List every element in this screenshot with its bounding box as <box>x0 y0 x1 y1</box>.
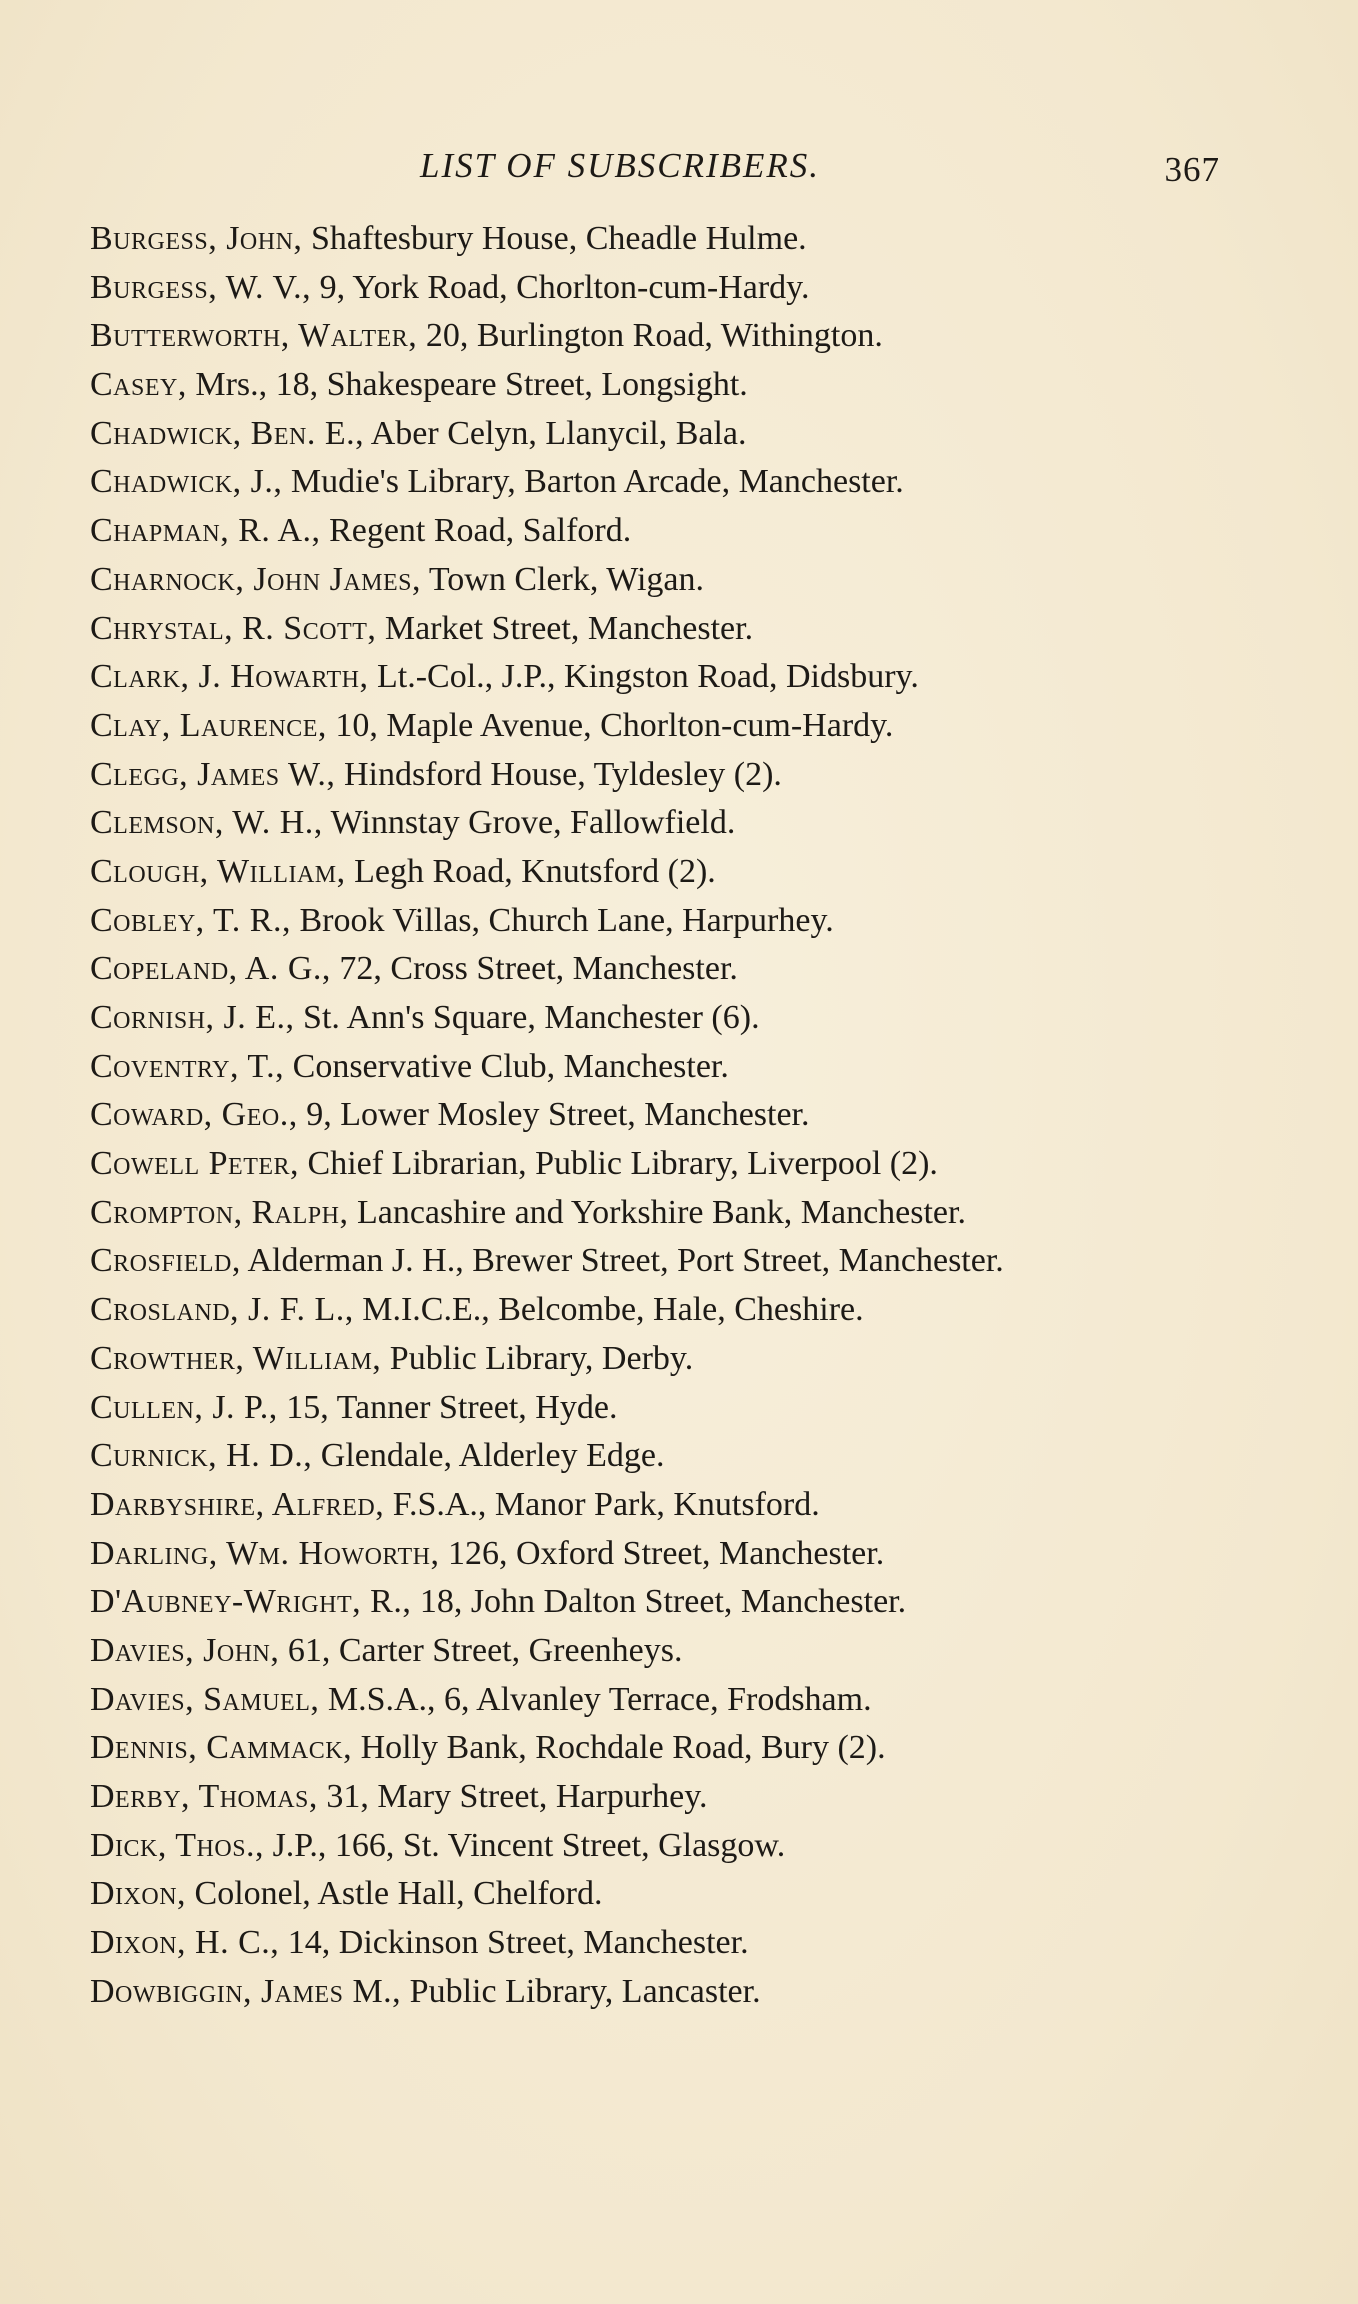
subscriber-details: Market Street, Manchester. <box>376 609 754 647</box>
subscriber-entry <box>90 507 1240 556</box>
subscriber-entry <box>90 215 1240 264</box>
subscriber-details: Aber Celyn, Llanycil, Bala. <box>364 414 747 452</box>
subscriber-name: D'Aubney-Wright, R., <box>90 1583 412 1621</box>
subscriber-entry <box>90 897 1240 946</box>
subscriber-name: Cobley, T. R., <box>90 901 291 939</box>
subscriber-name: Davies, Samuel, <box>90 1680 320 1718</box>
subscriber-name: Clough, William, <box>90 852 346 890</box>
subscriber-entry <box>90 1481 1240 1530</box>
subscriber-name: Coward, Geo., <box>90 1096 298 1134</box>
subscriber-entry <box>90 1968 1240 2017</box>
subscriber-entry <box>90 1870 1240 1919</box>
subscriber-entry <box>90 1237 1240 1286</box>
subscriber-details: Chief Librarian, Public Library, Liverpool (2). <box>299 1145 938 1183</box>
subscriber-entry <box>90 1919 1240 1968</box>
subscriber-details: M.S.A., 6, Alvanley Terrace, Frodsham. <box>319 1680 872 1718</box>
subscriber-details: 9, York Road, Chorlton-cum-Hardy. <box>311 268 810 306</box>
subscriber-entry <box>90 1335 1240 1384</box>
subscriber-name: Derby, Thomas, <box>90 1778 318 1815</box>
subscriber-entry <box>90 994 1240 1043</box>
subscriber-entry <box>90 1432 1240 1481</box>
subscriber-entry <box>90 410 1240 459</box>
subscriber-entry <box>90 1043 1240 1092</box>
subscriber-entry <box>90 1822 1240 1871</box>
subscriber-name: Crowther, William, <box>90 1339 382 1377</box>
subscriber-entry <box>90 458 1240 507</box>
subscriber-name: Cowell Peter, <box>90 1145 300 1183</box>
subscriber-details: Alderman J. H., Brewer Street, Port Street, Manchester. <box>240 1242 1004 1280</box>
subscriber-entry <box>90 556 1240 605</box>
subscriber-name: Charnock, John James, <box>90 560 421 598</box>
subscriber-name: Crompton, Ralph, <box>90 1193 349 1231</box>
subscriber-details: J.P., 166, St. Vincent Street, Glasgow. <box>264 1826 786 1864</box>
subscriber-entry <box>90 1530 1240 1579</box>
subscriber-name: Crosfield, <box>90 1242 241 1280</box>
subscriber-details: 61, Carter Street, Greenheys. <box>279 1631 683 1669</box>
subscriber-details: Public Library, Derby. <box>381 1339 694 1377</box>
subscriber-details: 18, John Dalton Street, Manchester. <box>411 1583 907 1621</box>
subscriber-entry <box>90 1724 1240 1773</box>
subscriber-entry <box>90 945 1240 994</box>
subscriber-name: Chrystal, R. Scott, <box>90 609 377 647</box>
subscriber-name: Dennis, Cammack, <box>90 1729 353 1767</box>
page-header <box>90 136 1220 196</box>
subscriber-details: Town Clerk, Wigan. <box>421 560 705 598</box>
subscriber-details: Mrs., 18, Shakespeare Street, Longsight. <box>186 366 748 404</box>
subscriber-name: Dixon, H. C., <box>90 1924 280 1962</box>
subscriber-details: Conservative Club, Manchester. <box>284 1047 729 1085</box>
subscriber-name: Cullen, J. P., <box>90 1388 278 1426</box>
subscriber-entry <box>90 1140 1240 1189</box>
subscriber-name: Burgess, John, <box>90 220 303 257</box>
subscriber-entry <box>90 848 1240 897</box>
subscriber-details: 31, Mary Street, Harpurhey. <box>317 1778 708 1815</box>
running-title: LIST OF SUBSCRIBERS. <box>420 146 821 185</box>
subscriber-details: M.I.C.E., Belcombe, Hale, Cheshire. <box>353 1291 864 1329</box>
subscriber-details: 9, Lower Mosley Street, Manchester. <box>297 1096 810 1134</box>
subscriber-name: Darbyshire, Alfred, <box>90 1485 385 1523</box>
subscriber-details: Holly Bank, Rochdale Road, Bury (2). <box>352 1729 886 1767</box>
subscriber-name: Burgess, W. V., <box>90 268 312 306</box>
subscriber-name: Chadwick, J., <box>90 463 283 501</box>
subscriber-details: Glendale, Alderley Edge. <box>312 1437 665 1475</box>
subscriber-details: 15, Tanner Street, Hyde. <box>277 1388 618 1426</box>
subscriber-entry <box>90 1384 1240 1433</box>
subscriber-entry <box>90 1091 1240 1140</box>
subscriber-details: Hindsford House, Tyldesley (2). <box>335 755 782 793</box>
subscriber-name: Chapman, R. A., <box>90 512 321 550</box>
subscriber-details: Shaftesbury House, Cheadle Hulme. <box>302 220 807 257</box>
subscriber-name: Cornish, J. E., <box>90 999 295 1036</box>
subscriber-name: Darling, Wm. Howorth, <box>90 1534 440 1572</box>
subscriber-details: 10, Maple Avenue, Chorlton-cum-Hardy. <box>326 706 894 744</box>
subscriber-name: Curnick, H. D., <box>90 1437 313 1475</box>
subscriber-entry <box>90 1773 1240 1822</box>
subscriber-entry <box>90 751 1240 800</box>
subscriber-details: Legh Road, Knutsford (2). <box>345 852 716 890</box>
subscriber-details: Lancashire and Yorkshire Bank, Manchester. <box>348 1193 966 1231</box>
subscriber-details: Regent Road, Salford. <box>320 512 632 550</box>
subscriber-name: Casey, <box>90 366 187 404</box>
subscriber-name: Butterworth, Walter, <box>90 317 418 355</box>
subscriber-details: Public Library, Lancaster. <box>401 1972 761 2010</box>
subscriber-name: Clay, Laurence, <box>90 706 327 744</box>
subscriber-entry <box>90 1286 1240 1335</box>
subscriber-details: Lt.-Col., J.P., Kingston Road, Didsbury. <box>368 658 919 696</box>
subscriber-details: 20, Burlington Road, Withington. <box>417 317 883 355</box>
subscriber-entry <box>90 1578 1240 1627</box>
subscriber-list <box>90 215 1240 2016</box>
subscriber-name: Dowbiggin, James M., <box>90 1972 402 2010</box>
subscriber-name: Clemson, W. H., <box>90 804 323 842</box>
subscriber-entry <box>90 1189 1240 1238</box>
subscriber-name: Clark, J. Howarth, <box>90 658 369 696</box>
subscriber-details: Mudie's Library, Barton Arcade, Manchester. <box>282 463 904 501</box>
subscriber-name: Coventry, T., <box>90 1047 285 1085</box>
subscriber-entry <box>90 361 1240 410</box>
subscriber-entry <box>90 1676 1240 1725</box>
subscriber-entry <box>90 702 1240 751</box>
subscriber-name: Clegg, James W., <box>90 755 336 793</box>
subscriber-details: Winnstay Grove, Fallowfield. <box>322 804 736 842</box>
subscriber-entry <box>90 653 1240 702</box>
subscriber-details: 14, Dickinson Street, Manchester. <box>279 1924 749 1962</box>
subscriber-details: F.S.A., Manor Park, Knutsford. <box>384 1485 820 1523</box>
subscriber-details: St. Ann's Square, Manchester (6). <box>294 999 760 1036</box>
subscriber-details: 72, Cross Street, Manchester. <box>330 950 738 988</box>
subscriber-name: Crosland, J. F. L., <box>90 1291 354 1329</box>
subscriber-name: Dixon, <box>90 1875 187 1913</box>
subscriber-details: Colonel, Astle Hall, Chelford. <box>186 1875 603 1913</box>
subscriber-entry <box>90 1627 1240 1676</box>
subscriber-name: Davies, John, <box>90 1631 280 1669</box>
subscriber-details: 126, Oxford Street, Manchester. <box>439 1534 885 1572</box>
subscriber-entry <box>90 264 1240 313</box>
subscriber-entry <box>90 799 1240 848</box>
subscriber-entry <box>90 605 1240 654</box>
subscriber-entry <box>90 312 1240 361</box>
subscriber-name: Chadwick, Ben. E., <box>90 414 365 452</box>
subscriber-name: Copeland, A. G., <box>90 950 331 988</box>
subscriber-name: Dick, Thos., <box>90 1826 265 1864</box>
subscriber-details: Brook Villas, Church Lane, Harpurhey. <box>290 901 834 939</box>
page-number: 367 <box>1164 150 1220 189</box>
